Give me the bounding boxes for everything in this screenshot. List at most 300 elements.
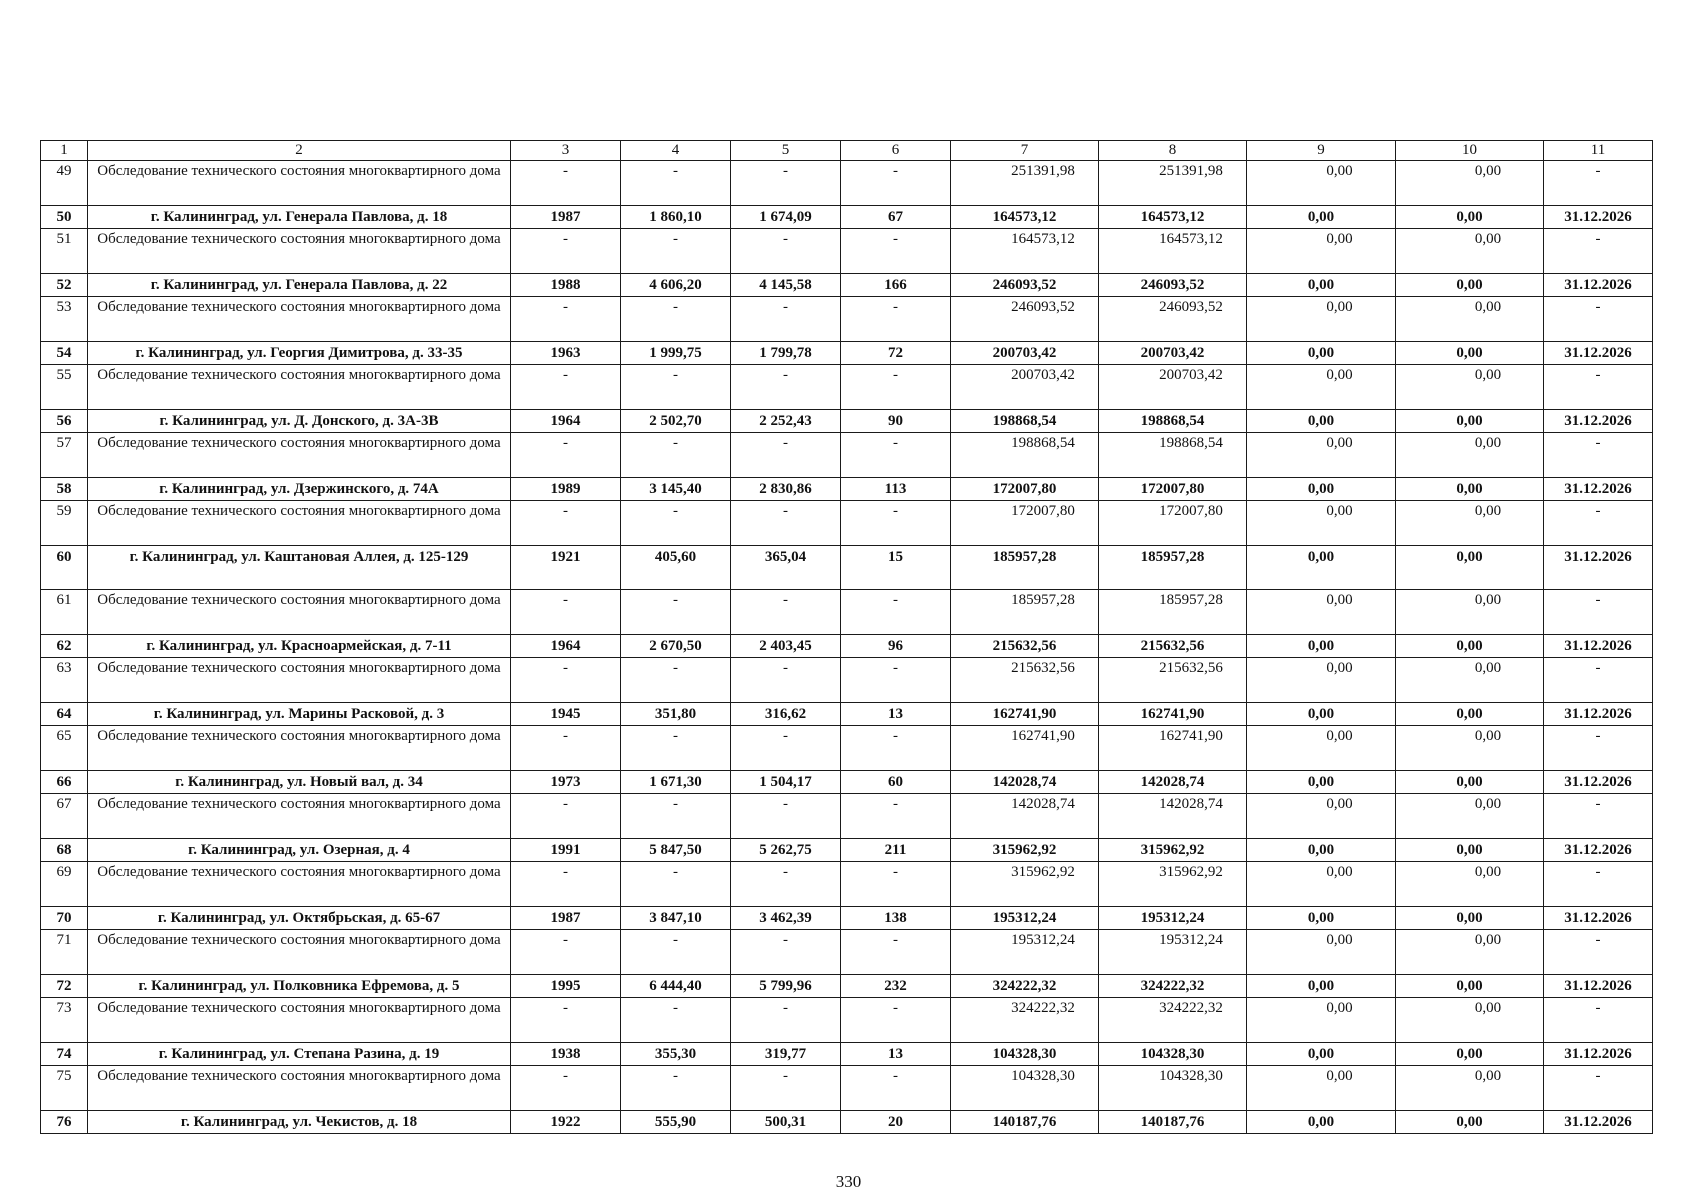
row-number: 74: [41, 1043, 88, 1066]
row-number: 49: [41, 161, 88, 206]
row-number: 76: [41, 1111, 88, 1134]
work-description: Обследование технического состояния многоквартирного дома: [88, 161, 511, 206]
table-cell: 104328,30: [951, 1043, 1099, 1066]
work-description: Обследование технического состояния многоквартирного дома: [88, 930, 511, 975]
table-cell: 351,80: [621, 703, 731, 726]
table-cell: 365,04: [731, 546, 841, 590]
work-description: Обследование технического состояния многоквартирного дома: [88, 794, 511, 839]
row-number: 71: [41, 930, 88, 975]
building-row: [41, 975, 1653, 998]
row-number: 62: [41, 635, 88, 658]
table-cell: 251391,98: [1099, 161, 1247, 206]
table-cell: 5 262,75: [731, 839, 841, 862]
table-cell: -: [621, 590, 731, 635]
table-cell: -: [1544, 862, 1653, 907]
table-cell: 0,00: [1247, 161, 1396, 206]
building-row: [41, 635, 1653, 658]
table-cell: 195312,24: [951, 930, 1099, 975]
table-cell: 0,00: [1396, 342, 1544, 365]
building-row: [41, 342, 1653, 365]
table-cell: 0,00: [1247, 1066, 1396, 1111]
table-cell: -: [621, 862, 731, 907]
table-cell: 1 504,17: [731, 771, 841, 794]
table-cell: -: [511, 433, 621, 478]
table-cell: 0,00: [1396, 998, 1544, 1043]
table-body: [41, 141, 1653, 1134]
table-cell: 142028,74: [951, 771, 1099, 794]
table-cell: 185957,28: [1099, 546, 1247, 590]
work-description: Обследование технического состояния многоквартирного дома: [88, 297, 511, 342]
column-number: 6: [841, 141, 951, 161]
table-cell: 0,00: [1247, 658, 1396, 703]
table-cell: 0,00: [1247, 998, 1396, 1043]
table-cell: 1989: [511, 478, 621, 501]
table-cell: -: [511, 726, 621, 771]
table-cell: 0,00: [1396, 206, 1544, 229]
building-row: [41, 771, 1653, 794]
row-number: 52: [41, 274, 88, 297]
table-cell: 0,00: [1247, 839, 1396, 862]
housing-repair-table: [40, 140, 1653, 1134]
table-cell: -: [841, 161, 951, 206]
work-row: [41, 161, 1653, 206]
table-cell: 246093,52: [1099, 274, 1247, 297]
table-cell: 67: [841, 206, 951, 229]
building-address: г. Калининград, ул. Чекистов, д. 18: [88, 1111, 511, 1134]
table-cell: 31.12.2026: [1544, 274, 1653, 297]
table-cell: 0,00: [1396, 297, 1544, 342]
table-cell: -: [1544, 1066, 1653, 1111]
column-number: 4: [621, 141, 731, 161]
table-cell: 0,00: [1396, 771, 1544, 794]
table-cell: 200703,42: [1099, 342, 1247, 365]
row-number: 51: [41, 229, 88, 274]
table-cell: -: [621, 998, 731, 1043]
row-number: 67: [41, 794, 88, 839]
table-cell: -: [841, 501, 951, 546]
table-cell: 0,00: [1247, 274, 1396, 297]
table-cell: -: [1544, 229, 1653, 274]
building-address: г. Калининград, ул. Красноармейская, д. 7-11: [88, 635, 511, 658]
table-cell: -: [731, 590, 841, 635]
table-cell: -: [841, 794, 951, 839]
building-row: [41, 703, 1653, 726]
work-description: Обследование технического состояния многоквартирного дома: [88, 998, 511, 1043]
table-cell: 0,00: [1396, 229, 1544, 274]
building-address: г. Калининград, ул. Озерная, д. 4: [88, 839, 511, 862]
row-number: 54: [41, 342, 88, 365]
table-cell: 0,00: [1396, 975, 1544, 998]
table-cell: 1 671,30: [621, 771, 731, 794]
table-cell: 104328,30: [1099, 1066, 1247, 1111]
building-address: г. Калининград, ул. Каштановая Аллея, д. 125-129: [88, 546, 511, 590]
table-cell: 211: [841, 839, 951, 862]
table-cell: 315962,92: [1099, 862, 1247, 907]
table-cell: -: [731, 658, 841, 703]
table-cell: -: [511, 794, 621, 839]
table-cell: 31.12.2026: [1544, 206, 1653, 229]
work-row: [41, 726, 1653, 771]
table-cell: 166: [841, 274, 951, 297]
table-cell: 1922: [511, 1111, 621, 1134]
work-row: [41, 930, 1653, 975]
table-cell: 0,00: [1396, 365, 1544, 410]
table-cell: -: [841, 433, 951, 478]
row-number: 58: [41, 478, 88, 501]
table-cell: 195312,24: [1099, 930, 1247, 975]
table-cell: 0,00: [1247, 726, 1396, 771]
table-cell: 0,00: [1247, 771, 1396, 794]
work-row: [41, 229, 1653, 274]
table-cell: 0,00: [1396, 501, 1544, 546]
table-cell: 0,00: [1247, 546, 1396, 590]
table-cell: 0,00: [1396, 1111, 1544, 1134]
table-cell: 251391,98: [951, 161, 1099, 206]
work-description: Обследование технического состояния многоквартирного дома: [88, 229, 511, 274]
table-cell: -: [731, 161, 841, 206]
table-cell: -: [511, 930, 621, 975]
table-cell: -: [731, 998, 841, 1043]
work-row: [41, 590, 1653, 635]
building-row: [41, 1043, 1653, 1066]
table-cell: 246093,52: [1099, 297, 1247, 342]
table-cell: -: [621, 229, 731, 274]
table-cell: 31.12.2026: [1544, 907, 1653, 930]
table-cell: 113: [841, 478, 951, 501]
table-cell: -: [1544, 433, 1653, 478]
table-cell: 195312,24: [951, 907, 1099, 930]
table-cell: -: [1544, 365, 1653, 410]
table-cell: 172007,80: [1099, 478, 1247, 501]
work-row: [41, 998, 1653, 1043]
table-cell: 162741,90: [951, 703, 1099, 726]
table-cell: -: [621, 161, 731, 206]
table-cell: 0,00: [1247, 907, 1396, 930]
table-cell: 1964: [511, 635, 621, 658]
table-cell: -: [841, 658, 951, 703]
table-cell: -: [621, 726, 731, 771]
table-cell: 96: [841, 635, 951, 658]
building-address: г. Калининград, ул. Марины Расковой, д. 3: [88, 703, 511, 726]
table-cell: 140187,76: [951, 1111, 1099, 1134]
work-description: Обследование технического состояния многоквартирного дома: [88, 1066, 511, 1111]
column-number: 9: [1247, 141, 1396, 161]
table-cell: 1991: [511, 839, 621, 862]
table-cell: -: [1544, 998, 1653, 1043]
table-cell: 1963: [511, 342, 621, 365]
table-cell: 0,00: [1396, 274, 1544, 297]
table-cell: 15: [841, 546, 951, 590]
table-cell: 72: [841, 342, 951, 365]
table-cell: 185957,28: [1099, 590, 1247, 635]
table-cell: -: [731, 433, 841, 478]
table-cell: 31.12.2026: [1544, 635, 1653, 658]
table-cell: -: [731, 794, 841, 839]
table-cell: 185957,28: [951, 590, 1099, 635]
row-number: 64: [41, 703, 88, 726]
table-cell: 0,00: [1247, 365, 1396, 410]
table-cell: 0,00: [1247, 635, 1396, 658]
work-description: Обследование технического состояния многоквартирного дома: [88, 726, 511, 771]
table-cell: -: [1544, 297, 1653, 342]
table-cell: -: [731, 229, 841, 274]
table-cell: 2 403,45: [731, 635, 841, 658]
table-cell: 0,00: [1247, 410, 1396, 433]
work-description: Обследование технического состояния многоквартирного дома: [88, 501, 511, 546]
row-number: 69: [41, 862, 88, 907]
table-cell: 324222,32: [951, 975, 1099, 998]
table-cell: 140187,76: [1099, 1111, 1247, 1134]
row-number: 60: [41, 546, 88, 590]
column-number: 7: [951, 141, 1099, 161]
table-cell: 5 847,50: [621, 839, 731, 862]
row-number: 50: [41, 206, 88, 229]
table-cell: 31.12.2026: [1544, 478, 1653, 501]
table-cell: 0,00: [1396, 794, 1544, 839]
work-description: Обследование технического состояния многоквартирного дома: [88, 590, 511, 635]
row-number: 70: [41, 907, 88, 930]
building-address: г. Калининград, ул. Д. Донского, д. 3А-3В: [88, 410, 511, 433]
row-number: 59: [41, 501, 88, 546]
table-cell: 142028,74: [1099, 794, 1247, 839]
table-cell: 195312,24: [1099, 907, 1247, 930]
table-cell: 200703,42: [951, 342, 1099, 365]
table-cell: 0,00: [1396, 1066, 1544, 1111]
table-cell: 164573,12: [951, 206, 1099, 229]
building-address: г. Калининград, ул. Георгия Димитрова, д. 33-35: [88, 342, 511, 365]
table-cell: 0,00: [1396, 433, 1544, 478]
table-cell: 3 847,10: [621, 907, 731, 930]
work-row: [41, 433, 1653, 478]
row-number: 68: [41, 839, 88, 862]
table-cell: 1921: [511, 546, 621, 590]
work-description: Обследование технического состояния многоквартирного дома: [88, 433, 511, 478]
table-cell: -: [621, 433, 731, 478]
building-row: [41, 839, 1653, 862]
table-cell: 198868,54: [1099, 410, 1247, 433]
table-cell: -: [841, 365, 951, 410]
table-cell: 142028,74: [951, 794, 1099, 839]
work-row: [41, 794, 1653, 839]
table-cell: 1 999,75: [621, 342, 731, 365]
row-number: 73: [41, 998, 88, 1043]
table-cell: 1938: [511, 1043, 621, 1066]
table-cell: 31.12.2026: [1544, 342, 1653, 365]
table-cell: 1987: [511, 907, 621, 930]
table-cell: 0,00: [1247, 975, 1396, 998]
column-number: 3: [511, 141, 621, 161]
table-cell: 2 502,70: [621, 410, 731, 433]
work-row: [41, 1066, 1653, 1111]
table-cell: 200703,42: [1099, 365, 1247, 410]
table-cell: 215632,56: [951, 658, 1099, 703]
table-cell: 0,00: [1247, 794, 1396, 839]
row-number: 53: [41, 297, 88, 342]
table-cell: 164573,12: [951, 229, 1099, 274]
table-cell: -: [1544, 658, 1653, 703]
table-cell: 172007,80: [951, 501, 1099, 546]
table-cell: 3 462,39: [731, 907, 841, 930]
table-cell: -: [621, 1066, 731, 1111]
building-row: [41, 274, 1653, 297]
table-cell: 31.12.2026: [1544, 839, 1653, 862]
table-cell: 13: [841, 1043, 951, 1066]
table-cell: 0,00: [1396, 635, 1544, 658]
table-cell: 198868,54: [951, 410, 1099, 433]
row-number: 56: [41, 410, 88, 433]
table-cell: 2 252,43: [731, 410, 841, 433]
table-cell: 164573,12: [1099, 206, 1247, 229]
table-cell: 104328,30: [951, 1066, 1099, 1111]
table-cell: 315962,92: [1099, 839, 1247, 862]
column-number: 10: [1396, 141, 1544, 161]
table-cell: -: [841, 229, 951, 274]
table-cell: 0,00: [1247, 862, 1396, 907]
table-cell: -: [511, 365, 621, 410]
table-cell: 0,00: [1247, 297, 1396, 342]
table-cell: 162741,90: [1099, 703, 1247, 726]
table-cell: 0,00: [1396, 930, 1544, 975]
table-cell: 405,60: [621, 546, 731, 590]
table-cell: 0,00: [1247, 1111, 1396, 1134]
table-cell: 0,00: [1396, 658, 1544, 703]
table-cell: 1 674,09: [731, 206, 841, 229]
table-cell: 0,00: [1396, 546, 1544, 590]
table-cell: -: [621, 297, 731, 342]
table-cell: -: [511, 229, 621, 274]
table-cell: -: [731, 862, 841, 907]
table-cell: 324222,32: [1099, 998, 1247, 1043]
table-cell: 555,90: [621, 1111, 731, 1134]
table-cell: 1973: [511, 771, 621, 794]
row-number: 75: [41, 1066, 88, 1111]
table-cell: 2 670,50: [621, 635, 731, 658]
work-description: Обследование технического состояния многоквартирного дома: [88, 862, 511, 907]
table-cell: 198868,54: [1099, 433, 1247, 478]
row-number: 57: [41, 433, 88, 478]
table-cell: 162741,90: [951, 726, 1099, 771]
table-cell: 31.12.2026: [1544, 975, 1653, 998]
table-cell: 500,31: [731, 1111, 841, 1134]
table-cell: 198868,54: [951, 433, 1099, 478]
table-cell: 4 145,58: [731, 274, 841, 297]
table-cell: -: [511, 862, 621, 907]
building-address: г. Калининград, ул. Полковника Ефремова, д. 5: [88, 975, 511, 998]
table-cell: 0,00: [1247, 229, 1396, 274]
column-number: 2: [88, 141, 511, 161]
table-cell: -: [1544, 590, 1653, 635]
table-cell: -: [841, 1066, 951, 1111]
table-cell: 31.12.2026: [1544, 771, 1653, 794]
table-cell: 0,00: [1396, 839, 1544, 862]
work-description: Обследование технического состояния многоквартирного дома: [88, 658, 511, 703]
table-cell: -: [511, 590, 621, 635]
table-cell: 316,62: [731, 703, 841, 726]
building-address: г. Калининград, ул. Дзержинского, д. 74А: [88, 478, 511, 501]
table-cell: 0,00: [1396, 590, 1544, 635]
table-cell: 315962,92: [951, 839, 1099, 862]
table-cell: 6 444,40: [621, 975, 731, 998]
table-cell: 162741,90: [1099, 726, 1247, 771]
table-cell: -: [511, 658, 621, 703]
table-cell: -: [731, 1066, 841, 1111]
table-cell: -: [1544, 930, 1653, 975]
table-cell: 0,00: [1247, 501, 1396, 546]
work-row: [41, 297, 1653, 342]
table-cell: 1 799,78: [731, 342, 841, 365]
table-cell: 0,00: [1396, 410, 1544, 433]
table-cell: -: [511, 501, 621, 546]
building-address: г. Калининград, ул. Степана Разина, д. 19: [88, 1043, 511, 1066]
table-cell: 215632,56: [951, 635, 1099, 658]
table-cell: -: [731, 297, 841, 342]
table-cell: 0,00: [1247, 703, 1396, 726]
table-cell: 200703,42: [951, 365, 1099, 410]
table-cell: 315962,92: [951, 862, 1099, 907]
table-cell: 0,00: [1396, 726, 1544, 771]
table-cell: 324222,32: [1099, 975, 1247, 998]
table-cell: 0,00: [1247, 1043, 1396, 1066]
building-row: [41, 478, 1653, 501]
table-cell: 0,00: [1396, 1043, 1544, 1066]
column-number-row: [41, 141, 1653, 161]
work-row: [41, 862, 1653, 907]
table-cell: 172007,80: [951, 478, 1099, 501]
table-cell: 5 799,96: [731, 975, 841, 998]
building-address: г. Калининград, ул. Октябрьская, д. 65-67: [88, 907, 511, 930]
table-cell: 0,00: [1247, 478, 1396, 501]
work-row: [41, 501, 1653, 546]
table-cell: -: [511, 161, 621, 206]
table-cell: -: [1544, 794, 1653, 839]
table-cell: 0,00: [1396, 862, 1544, 907]
table-cell: 0,00: [1247, 930, 1396, 975]
column-number: 1: [41, 141, 88, 161]
table-cell: 31.12.2026: [1544, 1043, 1653, 1066]
row-number: 66: [41, 771, 88, 794]
table-cell: 3 145,40: [621, 478, 731, 501]
table-cell: -: [511, 297, 621, 342]
column-number: 8: [1099, 141, 1247, 161]
table-cell: 20: [841, 1111, 951, 1134]
table-cell: -: [841, 590, 951, 635]
table-cell: 1988: [511, 274, 621, 297]
table-cell: 1964: [511, 410, 621, 433]
table-cell: -: [1544, 161, 1653, 206]
column-number: 11: [1544, 141, 1653, 161]
table-cell: 355,30: [621, 1043, 731, 1066]
table-cell: 0,00: [1396, 703, 1544, 726]
table-cell: 4 606,20: [621, 274, 731, 297]
table-cell: -: [841, 862, 951, 907]
row-number: 63: [41, 658, 88, 703]
table-cell: 0,00: [1247, 206, 1396, 229]
column-number: 5: [731, 141, 841, 161]
table-cell: 31.12.2026: [1544, 546, 1653, 590]
table-cell: 215632,56: [1099, 658, 1247, 703]
table-cell: 215632,56: [1099, 635, 1247, 658]
table-cell: 0,00: [1396, 907, 1544, 930]
table-cell: 31.12.2026: [1544, 1111, 1653, 1134]
building-address: г. Калининград, ул. Генерала Павлова, д. 22: [88, 274, 511, 297]
table-cell: -: [511, 998, 621, 1043]
work-row: [41, 658, 1653, 703]
table-cell: -: [1544, 726, 1653, 771]
table-cell: -: [731, 365, 841, 410]
table-cell: 1995: [511, 975, 621, 998]
table-cell: 1987: [511, 206, 621, 229]
table-cell: 0,00: [1396, 161, 1544, 206]
